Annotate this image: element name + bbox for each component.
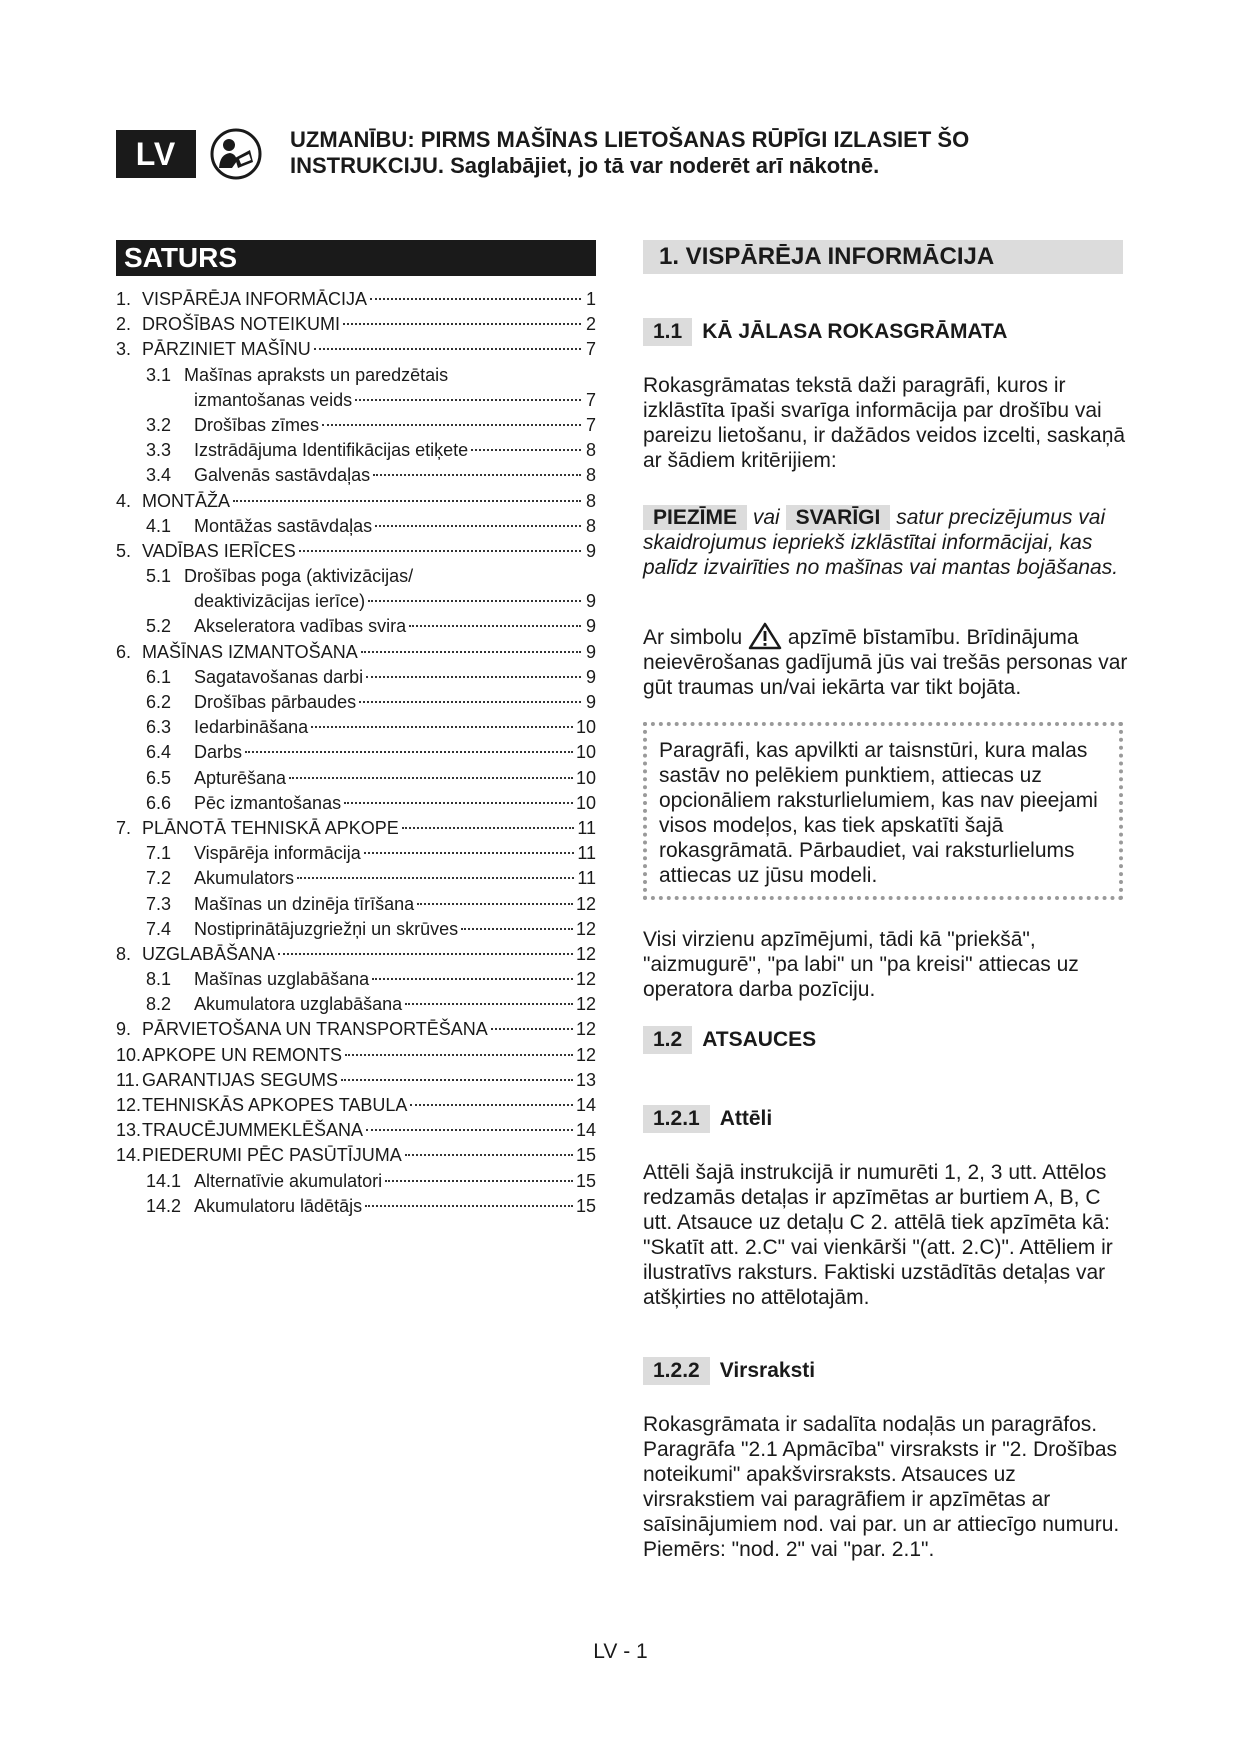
toc-leader-dots bbox=[491, 1028, 573, 1030]
toc-entry-number: 6. bbox=[116, 641, 132, 662]
subsection-title: Attēli bbox=[719, 1107, 773, 1130]
toc-entry-label: Drošības zīmes bbox=[194, 414, 320, 435]
toc-entry-number: 9. bbox=[116, 1019, 132, 1040]
toc-leader-dots bbox=[385, 1180, 573, 1182]
toc-leader-dots bbox=[471, 449, 581, 451]
subsection-1-2-2-heading bbox=[643, 1357, 815, 1385]
toc-entry-number: 7.1 bbox=[146, 843, 172, 864]
hazard-symbol-paragraph bbox=[643, 622, 1133, 700]
toc-entry-number: 14.2 bbox=[146, 1195, 182, 1216]
toc-entry bbox=[116, 440, 596, 465]
toc-entry-label: Akumulators bbox=[194, 868, 295, 889]
toc-entry-label: PĀRZINIET MAŠĪNU bbox=[142, 339, 311, 360]
toc-entry-label: Darbs bbox=[194, 742, 243, 763]
toc-entry-label: Sagatavošanas darbi bbox=[194, 666, 364, 687]
subsection-title: ATSAUCES bbox=[702, 1028, 817, 1051]
toc-leader-dots bbox=[341, 1079, 573, 1081]
toc-entry-page: 9 bbox=[585, 641, 596, 662]
toc-entry-label: Mašīnas un dzinēja tīrīšana bbox=[194, 893, 415, 914]
toc-entry-number: 6.5 bbox=[146, 767, 172, 788]
toc-entry-number: 5. bbox=[116, 540, 132, 561]
toc-entry-page: 12 bbox=[575, 994, 596, 1015]
toc-entry-number: 3.1 bbox=[146, 364, 172, 385]
toc-leader-dots bbox=[417, 903, 573, 905]
toc-entry-page: 12 bbox=[575, 893, 596, 914]
toc-entry-page: 8 bbox=[585, 465, 596, 486]
toc-leader-dots bbox=[405, 1003, 573, 1005]
toc-entry-page: 9 bbox=[585, 540, 596, 561]
toc-entry bbox=[116, 1095, 596, 1120]
toc-entry-number: 3.3 bbox=[146, 440, 172, 461]
toc-entry-number: 7. bbox=[116, 817, 132, 838]
toc-entry-label: Mašīnas apraksts un paredzētais bbox=[184, 364, 449, 385]
toc-entry-page: 9 bbox=[585, 591, 596, 612]
toc-entry-label: PIEDERUMI PĒC PASŪTĪJUMA bbox=[142, 1145, 402, 1166]
toc-entry-label: Apturēšana bbox=[194, 767, 287, 788]
toc-entry bbox=[116, 667, 596, 692]
toc-entry bbox=[116, 868, 596, 893]
toc-leader-dots bbox=[461, 928, 573, 930]
toc-entry-number: 7.3 bbox=[146, 893, 172, 914]
toc-entry-number: 6.4 bbox=[146, 742, 172, 763]
toc-entry-page: 11 bbox=[577, 868, 596, 889]
toc-entry-number: 3.4 bbox=[146, 465, 172, 486]
toc-entry-number: 2. bbox=[116, 314, 132, 335]
toc-entry-page: 13 bbox=[575, 1069, 596, 1090]
read-manual-icon bbox=[210, 128, 262, 180]
toc-leader-dots bbox=[364, 852, 575, 854]
subsection-number: 1.2.2 bbox=[643, 1357, 710, 1385]
toc-entry-page: 9 bbox=[585, 692, 596, 712]
hazard-post: apzīmē bīstamību. Brīdinājuma neievērošanas gadījumā jūs vai trešās personas var gūt traumas un/vai iekārta var tikt bojāta. bbox=[643, 626, 1128, 699]
toc-entry-page: 8 bbox=[585, 515, 596, 536]
toc-entry-label: APKOPE UN REMONTS bbox=[142, 1044, 343, 1065]
toc-entry-number: 7.4 bbox=[146, 918, 172, 939]
toc-entry-page: 9 bbox=[585, 666, 596, 687]
toc-entry bbox=[116, 717, 596, 742]
toc-entry-label: VISPĀRĒJA INFORMĀCIJA bbox=[142, 289, 368, 309]
subsection-1-2-heading bbox=[643, 1026, 816, 1054]
warning-line-1: UZMANĪBU: PIRMS MAŠĪNAS LIETOŠANAS RŪPĪGI IZLASIET ŠO bbox=[290, 127, 970, 152]
toc-title: SATURS bbox=[116, 240, 596, 276]
toc-entry-label: UZGLABĀŠANA bbox=[142, 943, 276, 964]
warning-triangle-icon bbox=[748, 622, 782, 650]
toc-entry-number: 11. bbox=[116, 1069, 140, 1090]
note-rest-1: satur bbox=[896, 506, 943, 529]
toc-entry bbox=[116, 843, 596, 868]
subsection-1-1-heading bbox=[643, 318, 1007, 346]
toc-leader-dots bbox=[368, 600, 581, 602]
toc-leader-dots bbox=[366, 676, 581, 678]
toc-entry bbox=[116, 541, 596, 566]
toc-entry-number: 5.1 bbox=[146, 566, 172, 587]
toc-entry-label: izmantošanas veids bbox=[194, 389, 353, 410]
toc-entry-number: 4.1 bbox=[146, 515, 172, 536]
toc-entry bbox=[116, 1145, 596, 1170]
toc-leader-dots bbox=[375, 525, 581, 527]
toc-entry-label: Nostiprinātājuzgriežņi un skrūves bbox=[194, 918, 459, 939]
toc-entry bbox=[116, 818, 596, 843]
toc-entry-label: DROŠĪBAS NOTEIKUMI bbox=[142, 314, 341, 335]
toc-entry bbox=[116, 365, 596, 390]
note-paragraph bbox=[643, 505, 1133, 580]
toc-entry-number: 14. bbox=[116, 1145, 142, 1166]
toc-entry-number: 3.2 bbox=[146, 414, 172, 435]
safety-warning-heading bbox=[290, 127, 1090, 179]
toc-entry bbox=[116, 793, 596, 818]
toc-leader-dots bbox=[314, 348, 581, 350]
toc-leader-dots bbox=[343, 323, 581, 325]
toc-leader-dots bbox=[299, 550, 581, 552]
toc-entry bbox=[116, 742, 596, 767]
toc-entry-page: 9 bbox=[585, 616, 596, 637]
toc-leader-dots bbox=[311, 726, 573, 728]
toc-entry-label: TEHNISKĀS APKOPES TABULA bbox=[142, 1095, 408, 1115]
toc-entry bbox=[116, 642, 596, 667]
note-or: vai bbox=[752, 506, 780, 529]
toc-entry-label: TRAUCĒJUMMEKLĒŠANA bbox=[142, 1120, 364, 1141]
toc-leader-dots bbox=[373, 474, 581, 476]
toc-entry-label: Alternatīvie akumulatori bbox=[194, 1170, 383, 1191]
toc-entry bbox=[116, 1045, 596, 1070]
toc-entry-page: 12 bbox=[575, 943, 596, 964]
toc-leader-dots bbox=[345, 1054, 573, 1056]
toc-entry-label: PĀRVIETOŠANA UN TRANSPORTĒŠANA bbox=[142, 1019, 488, 1040]
toc-leader-dots bbox=[344, 802, 573, 804]
toc-entry-page: 12 bbox=[575, 1019, 596, 1040]
toc-entry bbox=[116, 1196, 596, 1221]
toc-entry bbox=[116, 1120, 596, 1145]
toc-entry bbox=[116, 944, 596, 969]
toc-entry-number: 8.1 bbox=[146, 969, 172, 990]
toc-leader-dots bbox=[359, 701, 581, 703]
toc-leader-dots bbox=[402, 827, 575, 829]
toc-entry-number: 6.3 bbox=[146, 717, 172, 738]
important-tag: SVARĪGI bbox=[786, 505, 891, 530]
toc-entry-label: Akumulatoru lādētājs bbox=[194, 1195, 363, 1216]
toc-leader-dots bbox=[409, 625, 581, 627]
toc-entry-page: 15 bbox=[575, 1145, 596, 1166]
toc-leader-dots bbox=[366, 1129, 573, 1131]
toc-entry bbox=[116, 289, 596, 314]
toc-entry-number: 14.1 bbox=[146, 1170, 182, 1191]
toc-leader-dots bbox=[297, 877, 574, 879]
optional-feature-text: Paragrāfi, kas apvilkti ar taisnstūri, kura malas sastāv no pelēkiem punktiem, attiecas uz opcionāliem raksturlielumiem, kas nav pieejami visos modeļos, kas tiek apskatīti šajā rokasgrāmatā. Pārbaudiet, vai raksturlielums attiecas uz jūsu modeli. bbox=[659, 739, 1098, 887]
directions-paragraph: Visi virzienu apzīmējumi, tādi kā "priekšā", "aizmugurē", "pa labi" un "pa kreisi" attiecas uz operatora darba pozīciju. bbox=[643, 928, 1079, 1001]
toc-entry-number: 3. bbox=[116, 339, 132, 360]
toc-leader-dots bbox=[355, 399, 581, 401]
toc-entry-page: 10 bbox=[575, 767, 596, 788]
headings-paragraph: Rokasgrāmata ir sadalīta nodaļās un paragrāfos. Paragrāfa "2.1 Apmācība" virsraksts ir "2. Drošības noteikumi" apakšvirsraksts. Atsauces uz virsrakstiem vai paragrāfiem ir apzīmētas ar saīsinājumiem nod. vai par. un ar attiecīgo numuru. Piemērs: "nod. 2" vai "par. 2.1". bbox=[643, 1413, 1120, 1561]
toc-leader-dots bbox=[372, 978, 573, 980]
toc-entry-page: 12 bbox=[575, 1044, 596, 1065]
subsection-title: Virsraksti bbox=[719, 1359, 816, 1382]
subsection-number: 1.1 bbox=[643, 318, 692, 346]
toc-entry-page: 12 bbox=[575, 969, 596, 990]
toc-entry bbox=[116, 314, 596, 339]
toc-entry-label: MAŠĪNAS IZMANTOŠANA bbox=[142, 641, 358, 662]
toc-entry bbox=[116, 591, 596, 616]
toc-entry bbox=[116, 894, 596, 919]
toc-entry-label: Iedarbināšana bbox=[194, 717, 309, 738]
toc-entry-number: 6.1 bbox=[146, 666, 172, 687]
optional-feature-box bbox=[643, 722, 1123, 900]
toc-leader-dots bbox=[370, 298, 581, 300]
toc-entry-page: 14 bbox=[575, 1095, 596, 1115]
toc-entry-page: 14 bbox=[575, 1120, 596, 1141]
toc-entry bbox=[116, 1171, 596, 1196]
hazard-pre: Ar simbolu bbox=[643, 626, 743, 649]
toc-entry-label: VADĪBAS IERĪCES bbox=[142, 540, 296, 561]
toc-leader-dots bbox=[289, 777, 573, 779]
subsection-number: 1.2.1 bbox=[643, 1105, 710, 1133]
toc-entry-page: 2 bbox=[585, 314, 596, 335]
toc-entry-page: 11 bbox=[577, 817, 596, 838]
toc-entry-number: 10. bbox=[116, 1044, 142, 1065]
toc-entry bbox=[116, 768, 596, 793]
toc-entry bbox=[116, 491, 596, 516]
warning-line-2: INSTRUKCIJU. Saglabājiet, jo tā var noderēt arī nākotnē. bbox=[290, 153, 880, 178]
toc-entry-page: 8 bbox=[585, 440, 596, 461]
toc-entry-page: 15 bbox=[575, 1195, 596, 1216]
toc-entry-label: Drošības pārbaudes bbox=[194, 692, 357, 712]
toc-leader-dots bbox=[365, 1205, 573, 1207]
toc-entry bbox=[116, 339, 596, 364]
toc-entry bbox=[116, 994, 596, 1019]
toc-leader-dots bbox=[410, 1104, 573, 1106]
toc-entry-label: Akseleratora vadības svira bbox=[194, 616, 407, 637]
toc-entry-label: Akumulatora uzglabāšana bbox=[194, 994, 403, 1015]
toc-entry bbox=[116, 415, 596, 440]
toc-entry-label: Drošības poga (aktivizācijas/ bbox=[184, 566, 414, 587]
toc-entry-label: Pēc izmantošanas bbox=[194, 792, 342, 813]
toc-entry-label: Vispārēja informācija bbox=[194, 843, 361, 864]
note-tag: PIEZĪME bbox=[643, 505, 747, 530]
toc-entry-page: 7 bbox=[585, 389, 596, 410]
language-badge: LV bbox=[116, 130, 196, 178]
toc-entry-label: Izstrādājuma Identifikācijas etiķete bbox=[194, 440, 469, 461]
toc-leader-dots bbox=[233, 500, 581, 502]
toc-entry-page: 10 bbox=[575, 717, 596, 738]
toc-leader-dots bbox=[245, 751, 573, 753]
toc-entry-number: 1. bbox=[116, 289, 132, 309]
toc-entry-label: PLĀNOTĀ TEHNISKĀ APKOPE bbox=[142, 817, 399, 838]
toc-entry-page: 12 bbox=[575, 918, 596, 939]
toc-entry-number: 8.2 bbox=[146, 994, 172, 1015]
toc-entry-page: 15 bbox=[575, 1170, 596, 1191]
toc-entry-number: 13. bbox=[116, 1120, 142, 1141]
page-number: LV - 1 bbox=[593, 1640, 648, 1663]
toc-entry-number: 7.2 bbox=[146, 868, 172, 889]
toc-entry bbox=[116, 566, 596, 591]
toc-leader-dots bbox=[278, 953, 573, 955]
toc-leader-dots bbox=[322, 424, 581, 426]
toc-entry-page: 1 bbox=[585, 289, 596, 309]
note-rest-2: precizējumus vai skaidrojumus iepriekš izklāstītai informācijai, kas palīdz izvairīties no mašīnas vai mantas bojāšanas. bbox=[643, 506, 1119, 579]
toc-leader-dots bbox=[361, 651, 581, 653]
toc-entry-page: 10 bbox=[575, 792, 596, 813]
toc-entry bbox=[116, 1019, 596, 1044]
toc-entry bbox=[116, 516, 596, 541]
toc-entry-page: 8 bbox=[585, 490, 596, 511]
toc-entry bbox=[116, 1070, 596, 1095]
toc-entry-label: deaktivizācijas ierīce) bbox=[194, 591, 366, 612]
toc-entry bbox=[116, 969, 596, 994]
intro-paragraph: Rokasgrāmatas tekstā daži paragrāfi, kuros ir izklāstīta īpaši svarīga informācija par drošību vai pareizu lietošanu, ir dažādos veidos izcelti, saskaņā ar šādiem kritērijiem: bbox=[643, 374, 1126, 472]
toc-entry-number: 6.6 bbox=[146, 792, 172, 813]
toc-entry-page: 11 bbox=[577, 843, 596, 864]
toc-entry-number: 4. bbox=[116, 490, 132, 511]
toc-entry bbox=[116, 465, 596, 490]
table-of-contents bbox=[116, 289, 596, 1221]
subsection-number: 1.2 bbox=[643, 1026, 692, 1054]
toc-entry-page: 7 bbox=[585, 339, 596, 360]
toc-leader-dots bbox=[405, 1154, 573, 1156]
toc-entry-label: MONTĀŽA bbox=[142, 490, 230, 511]
toc-entry-label: Montāžas sastāvdaļas bbox=[194, 515, 373, 536]
toc-entry-number: 12. bbox=[116, 1095, 142, 1115]
subsection-1-2-1-heading bbox=[643, 1105, 772, 1133]
toc-entry-label: Galvenās sastāvdaļas bbox=[194, 465, 371, 486]
toc-entry-number: 5.2 bbox=[146, 616, 172, 637]
toc-entry-page: 10 bbox=[575, 742, 596, 763]
toc-entry bbox=[116, 616, 596, 641]
toc-entry-label: GARANTIJAS SEGUMS bbox=[142, 1069, 339, 1090]
subsection-title: KĀ JĀLASA ROKASGRĀMATA bbox=[702, 320, 1008, 343]
toc-entry bbox=[116, 919, 596, 944]
toc-entry-page: 7 bbox=[585, 414, 596, 435]
figures-paragraph: Attēli šajā instrukcijā ir numurēti 1, 2, 3 utt. Attēlos redzamās detaļas ir apzīmētas ar burtiem A, B, C utt. Atsauce uz detaļu C 2. attēlā tiek apzīmēta kā: "Skatīt att. 2.C" vai vienkārši "(att. 2.C)". Attēliem ir ilustratīvs raksturs. Faktiski uzstādītās detaļas var atšķirties no attēlotajām. bbox=[643, 1161, 1113, 1309]
toc-entry bbox=[116, 692, 596, 717]
toc-entry-number: 8. bbox=[116, 943, 132, 964]
toc-entry-label: Mašīnas uzglabāšana bbox=[194, 969, 370, 990]
toc-entry bbox=[116, 390, 596, 415]
toc-entry-number: 6.2 bbox=[146, 692, 172, 712]
section-heading: 1. VISPĀRĒJA INFORMĀCIJA bbox=[643, 240, 1123, 274]
